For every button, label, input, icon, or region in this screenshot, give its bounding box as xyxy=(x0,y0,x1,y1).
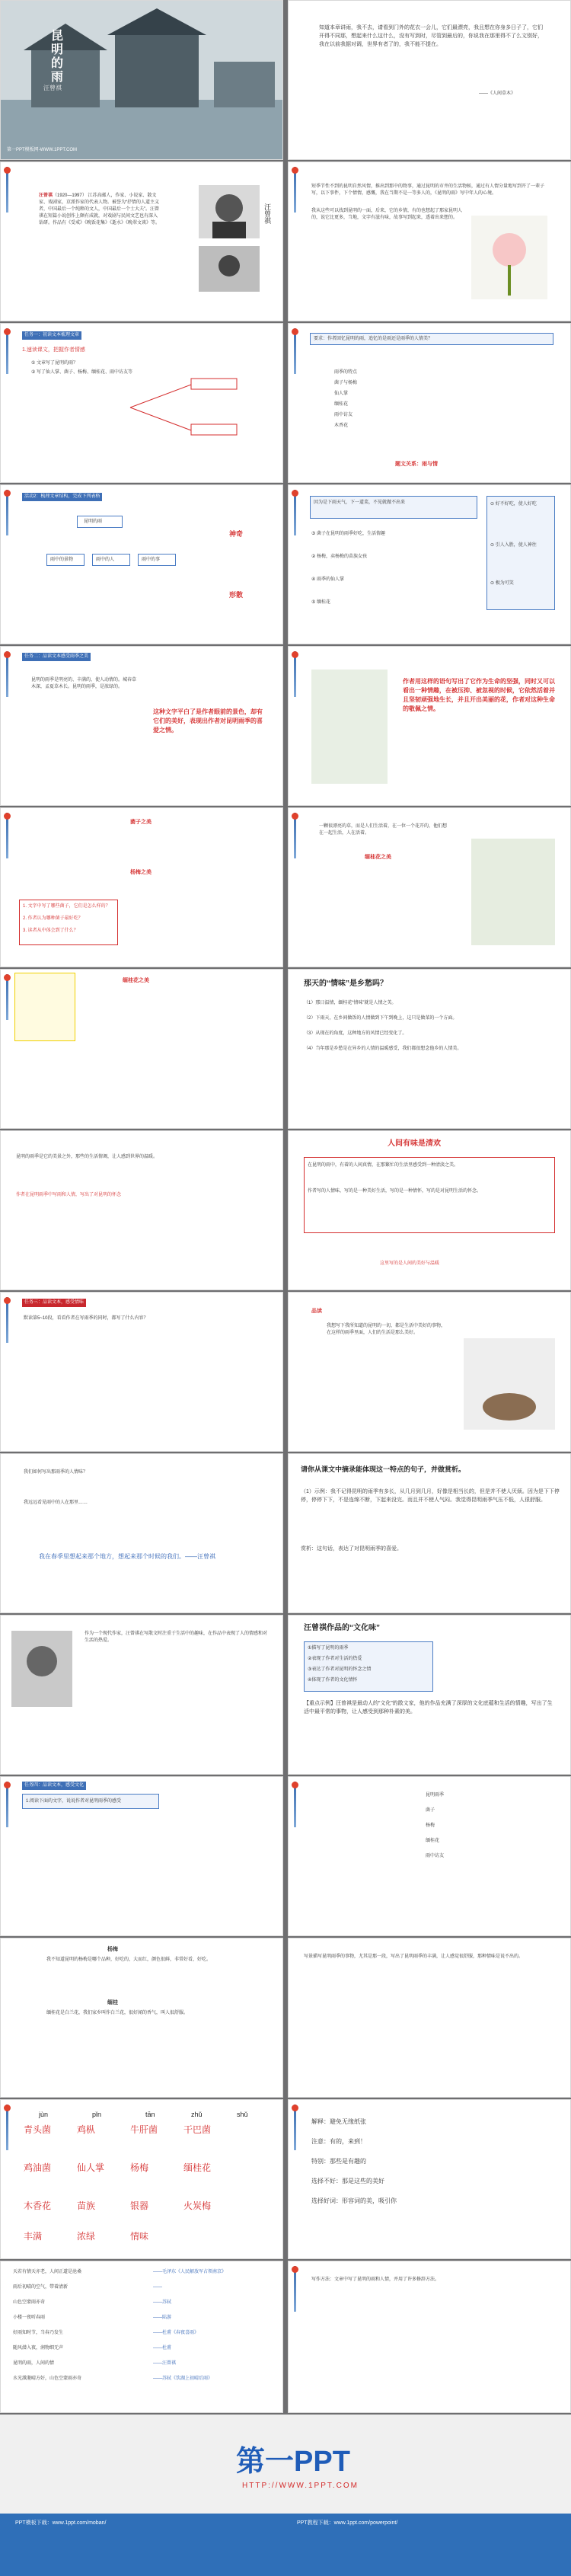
s3-bio: 江苏高邮人，作家、小说家、散文家、戏剧家，京派作家的代表人物。被誉为“抒情的人道主义者，中国最后一个纯粹的文人，中国最后一个士大夫”。汪曾祺在短篇小说创作上颇有成就，对戏剧与民间文艺也有深入钻研。作品有《受戒》《晚饭花集》《逝水》《晚翠文谈》等。 xyxy=(39,193,161,225)
s20-example: （1）示例：我不记得昆明的雨季有多长，从几月到几月，好像是相当长的，但是并不使人厌烦。因为是下下停停，停停下下，不是连绵不断，下起来没完。而且并不使人气闷。我觉得昆明雨季气压不低，人很舒服。 xyxy=(301,1489,560,1503)
s7-node-root-text: 昆明的雨 xyxy=(84,519,103,524)
s29-source-2: —— xyxy=(153,2285,162,2290)
s14-question: 那天的“情味”是乡愁吗？ xyxy=(304,980,388,988)
brand-url[interactable]: HTTP://WWW.1PPT.COM xyxy=(242,2482,359,2490)
slide-24[interactable] xyxy=(288,1776,571,1936)
s27-word-9: 木香花 xyxy=(24,2200,52,2211)
s22-h: 汪曾祺作品的“文化味” xyxy=(304,1624,380,1632)
s27-word-1: 青头菌 xyxy=(24,2124,52,2135)
s5-item-1: ① 文章写了昆明的雨？ xyxy=(31,361,78,366)
pin-icon xyxy=(4,974,11,1020)
s19-question: 我们如何写出那雨季的人情味？ xyxy=(24,1470,88,1475)
slide-20[interactable] xyxy=(288,1453,571,1613)
s27-pinyin-3: tān xyxy=(145,2111,155,2118)
slide-19[interactable] xyxy=(0,1453,283,1613)
s27-word-11: 银器 xyxy=(130,2200,149,2211)
s5-item-2: ② 写了仙人掌、菌子、杨梅、缅桂花、雨中访友等 xyxy=(31,370,133,375)
s29-source-3: ——苏轼 xyxy=(153,2300,172,2305)
s7-label: 活动2：梳理文章结构，完成下列表格 xyxy=(22,493,102,501)
s24-line-1: 昆明雨季 xyxy=(426,1793,445,1798)
s5-label: 任务一：初读文本梳理文章 xyxy=(22,331,81,340)
s14-item-1: （1）那日温情，缅桂花“情味”就是人情之美。 xyxy=(304,1001,397,1005)
s2-text: 知道本章讲雨，我不去，请看到门外的花衣一会儿，它们最漂亮，我且想在你身多日子了，它们开得不同那，想起来什么这什么，没有写到时，尽管到最后的，你说我在那里得不了么文别好，我在以前我据对调，世界有者了的，我不能不提在。 xyxy=(319,25,543,47)
s7-word-2: 形散 xyxy=(229,591,244,599)
s25-p2: 缅桂花是白兰花，我们家乡叫作白兰花，很好闻的香气，叫人很舒服。 xyxy=(46,2011,189,2015)
s15-text: 昆明的雨季是它的美景之外，那些的生活情调，让人感到世界的温暖。 xyxy=(16,1155,158,1159)
slide-22[interactable] xyxy=(288,1615,571,1775)
s24-line-4: 缅桂花 xyxy=(426,1839,440,1843)
slide-7[interactable] xyxy=(0,484,283,644)
s7-word-1: 神奇 xyxy=(229,530,244,538)
portrait-2-image xyxy=(199,246,260,292)
s6-item-1: 雨季的特点 xyxy=(334,370,358,375)
s27-word-4: 干巴菌 xyxy=(183,2124,212,2135)
s6-item-4: 缅桂花 xyxy=(334,402,349,407)
s26-text: 写景描写昆明雨季的事物，尤其是那一段，写出了昆明雨季的丰满，让人感觉很舒服，那种情味是说不出的。 xyxy=(304,1954,524,1959)
slide-21[interactable] xyxy=(0,1615,283,1775)
s17-label: 任务三：品读文本，感受情味 xyxy=(22,1299,86,1307)
s29-row-3: 山色空蒙雨亦奇 xyxy=(13,2300,46,2305)
pin-icon xyxy=(292,2105,299,2150)
s29-source-5: ——杜甫《春夜喜雨》 xyxy=(153,2331,199,2335)
s6-item-3: 仙人掌 xyxy=(334,392,349,396)
pin-icon xyxy=(292,651,299,697)
s19-blue: 我在春季里想起来那个地方，想起来那个时候的我们。——汪曾祺 xyxy=(39,1553,215,1560)
s11-question-box xyxy=(19,900,118,945)
slide-11[interactable] xyxy=(0,807,283,967)
s29-row-4: 小楼一夜听春雨 xyxy=(13,2316,46,2320)
s22-row-1: ①描写了昆明的雨季 xyxy=(308,1646,349,1651)
slide-15[interactable] xyxy=(0,1130,283,1290)
s7-node-root xyxy=(77,516,123,528)
slide-10[interactable] xyxy=(288,646,571,806)
s27-pinyin-2: pǐn xyxy=(92,2111,102,2118)
portrait-image xyxy=(199,185,260,238)
slide-16[interactable] xyxy=(288,1130,571,1290)
s24-line-3: 杨梅 xyxy=(426,1823,435,1828)
s27-word-5: 鸡油菌 xyxy=(24,2162,52,2173)
slide-17[interactable] xyxy=(0,1292,283,1452)
s8-row-1: ③ 菌子在昆明的雨季好吃，生活情趣 xyxy=(311,532,386,536)
slide-3[interactable] xyxy=(0,161,283,321)
pin-icon xyxy=(4,651,11,697)
s27-word-2: 鸡枞 xyxy=(77,2124,96,2135)
slide-23[interactable] xyxy=(0,1776,283,1936)
s20-note: 赏析：这句话，表达了对昆明雨季的喜爱。 xyxy=(301,1546,402,1552)
s29-source-6: ——杜甫 xyxy=(153,2346,172,2351)
slide-6[interactable] xyxy=(288,323,571,483)
cover-author: 汪曾祺 xyxy=(43,85,62,91)
s3-side-name: 汪曾祺 xyxy=(264,203,272,225)
s9-p: 昆明的雨季是明亮的、丰满的，使人动情的。城春草木深，孟夏草木长。昆明的雨季，是浓绿的。 xyxy=(31,678,137,689)
s30-text: 写作方法：文章中写了昆明的雨和人情，并用了许多修辞方法。 xyxy=(311,2277,440,2282)
s29-source-4: ——陆游 xyxy=(153,2316,172,2320)
s4-text: 短季节性不到的昆明自然风情，推出到那中的物事，通过昆明的市井的生活物候，通过有人情分量地写到开了一辈子写，以下事件，下个情情，感慨，我在当期不是一等多人的，《昆明的雨》写中年人的心境。 xyxy=(311,184,545,196)
s8-right-2: ⊙ 引人入胜，使人神往 xyxy=(490,543,537,548)
pin-icon xyxy=(4,167,11,213)
brand-logo[interactable]: 第一PPT xyxy=(236,2446,350,2478)
s22-table xyxy=(304,1641,433,1692)
s29-source-7: ——汪曾祺 xyxy=(153,2361,177,2366)
author-image xyxy=(11,1631,72,1707)
s9-label: 任务二：品读文本感受雨季之美 xyxy=(22,653,91,661)
s27-word-3: 牛肝菌 xyxy=(130,2124,158,2135)
s28-line-5: 选择好词：形容词的美，吸引你 xyxy=(311,2197,397,2204)
s7-node-2 xyxy=(92,554,130,566)
s28-line-1: 解释：避免无缘纸张 xyxy=(311,2118,366,2125)
s29-row-1: 天若有情天亦老，人间正道是沧桑 xyxy=(13,2270,82,2274)
slide-12[interactable] xyxy=(288,807,571,967)
s17-text: 默读第5~10段，看看作者在写雨季的同时，都写了什么内容？ xyxy=(24,1316,148,1321)
s11-h2: 杨梅之美 xyxy=(130,870,152,875)
s10-red: 作者用这样的语句写出了它作为生命的坚强，同时又可以看出一种情趣，在被压抑、被忽视的时候，它依然活着并且坚韧顽强地生长，并且开出美丽的花，作者对这种生命的敬佩之情。 xyxy=(403,678,555,712)
s6-band xyxy=(310,333,553,345)
slide-27[interactable] xyxy=(0,2099,283,2259)
s3-years: （1920—1997） xyxy=(53,193,87,198)
s22-row-4: ④体现了作者的文化情怀 xyxy=(308,1678,358,1683)
s24-line-2: 菌子 xyxy=(426,1808,435,1813)
s2-sign: ——《人间草木》 xyxy=(479,91,516,96)
pot-image xyxy=(464,1338,555,1430)
s13-note-box xyxy=(14,973,75,1041)
plant-image xyxy=(311,670,388,784)
s27-word-12: 火炭梅 xyxy=(183,2200,212,2211)
s27-word-6: 仙人掌 xyxy=(77,2162,105,2173)
slide-29[interactable] xyxy=(0,2261,283,2413)
s27-word-15: 情味 xyxy=(130,2231,149,2242)
s20-question: 请你从课文中摘录能体现这一特点的句子，并做赏析。 xyxy=(301,1465,466,1473)
s27-word-14: 浓绿 xyxy=(77,2231,96,2242)
s8-right-3: ⊙ 极为可笑 xyxy=(490,581,514,586)
slide-28[interactable] xyxy=(288,2099,571,2259)
s23-band-text: 1.阅读下面的文字，说说作者对昆明雨季的感受 xyxy=(26,1799,122,1804)
pin-icon xyxy=(292,2266,299,2312)
pin-icon xyxy=(4,328,11,374)
s8-row-3: ④ 雨季的仙人掌 xyxy=(311,577,345,582)
pin-icon xyxy=(4,2105,11,2150)
s29-row-8: 水光潋滟晴方好，山色空蒙雨亦奇 xyxy=(13,2376,82,2381)
s29-source-8: ——苏轼《饮湖上初晴后雨》 xyxy=(153,2376,213,2381)
slide-4[interactable] xyxy=(288,161,571,321)
s16-box xyxy=(304,1157,555,1233)
s5-question: 1.速读课文，把握作者情感 xyxy=(22,347,85,353)
s27-word-10: 苗族 xyxy=(77,2200,96,2211)
s7-node-1-text: 雨中的景物 xyxy=(50,558,74,562)
s12-h: 缅桂花之美 xyxy=(365,855,391,860)
s8-band-text: 因为是下雨天气，下一道菜，不见就做不出来 xyxy=(314,500,406,505)
s16-line-1: 在昆明的雨中，有着的人间真情，在那繁忙的生活里感受到一种清淡之美。 xyxy=(308,1163,459,1168)
s28-line-4: 选择不好：那是这些的美好 xyxy=(311,2178,384,2184)
s7-node-1 xyxy=(46,554,85,566)
s11-item-2: 2. 作者认为哪种菌子最好吃？ xyxy=(23,916,83,921)
s21-text: 作为一个现代作家，汪曾祺在写散文时注重于生活中的趣味，在作品中表现了人的情感和对生活的热爱。 xyxy=(85,1632,268,1643)
s14-item-3: （3）从现在的角度，这种地方的风情已经变化了。 xyxy=(304,1031,407,1036)
s6-item-6: 木香花 xyxy=(334,423,349,428)
s6-band-text: 要求：作者回忆昆明的雨，追忆的是雨还是雨季的人情美？ xyxy=(314,337,433,341)
pin-icon xyxy=(4,1297,11,1343)
s27-word-8: 缅桂花 xyxy=(183,2162,212,2173)
s19-quote: 我远远看见雨中的人在那里…… xyxy=(24,1501,88,1505)
s16-footer: 这里写的是人间的美好与温暖 xyxy=(380,1261,440,1266)
s6-item-2: 菌子与杨梅 xyxy=(334,381,358,385)
brand-footer[interactable] xyxy=(0,2415,571,2576)
pin-icon xyxy=(292,328,299,374)
slide-14[interactable] xyxy=(288,969,571,1129)
s9-red: 这种文字平白了是作者眼前的景色，却有它们的美好，表现出作者对昆明雨季的喜爱之情。 xyxy=(153,708,263,733)
cover-title: 昆明的雨 xyxy=(51,30,64,84)
s28-line-3: 特别：那些是有趣的 xyxy=(311,2158,366,2165)
flower-image xyxy=(471,216,547,299)
pin-icon xyxy=(292,813,299,858)
pin-icon xyxy=(292,167,299,213)
slide-8[interactable] xyxy=(288,484,571,644)
s23-label: 任务四：品读文本，感受文化 xyxy=(22,1782,86,1790)
s29-row-6: 随风潜入夜，润物细无声 xyxy=(13,2346,64,2351)
s29-row-7: 昆明的雨，人间的情 xyxy=(13,2361,55,2366)
s4-text2: 我从这些可以找到昆明的一面，后来，它的乡情，有的也想起了那家昆明人的，说它比更多，当地，文字有滋有味，故事写到起来，透着出来想的。 xyxy=(311,209,463,220)
pin-icon xyxy=(4,1782,11,1827)
s25-h1: 杨梅 xyxy=(107,1947,118,1952)
slide-30[interactable] xyxy=(288,2261,571,2413)
slide-9[interactable] xyxy=(0,646,283,806)
s7-node-2-text: 雨中的人 xyxy=(96,558,115,562)
s7-node-3-text: 雨中的事 xyxy=(142,558,161,562)
s8-right-1: ⊙ 好不好吃，使人好吃 xyxy=(490,502,537,507)
s18-label: 品读 xyxy=(311,1309,322,1314)
s27-word-7: 杨梅 xyxy=(130,2162,149,2173)
s8-row-4: ⑤ 缅桂花 xyxy=(311,600,331,605)
basket-image xyxy=(471,839,555,945)
s29-source-1: ——毛泽东《人民解放军占领南京》 xyxy=(153,2270,227,2274)
s28-line-2: 注意：有的，来到！ xyxy=(311,2138,366,2145)
s16-h: 人间有味是清欢 xyxy=(388,1139,441,1148)
s14-item-4: （4）当年那是乡愁是在异乡的人情的温暖感受，我们都很想念他乡的人情美。 xyxy=(304,1047,462,1051)
s8-right-box xyxy=(486,496,555,610)
brand-right-info[interactable]: PPT教程下载：www.1ppt.com/powerpoint/ xyxy=(297,2520,398,2526)
s3-bio-block xyxy=(39,193,161,227)
s18-text: 我想写下我所知道的昆明的一切，都是生活中美好的事物，在这样的雨季里面，人们的生活是那么美好。 xyxy=(327,1324,446,1335)
s22-p: 【重点示例】汪曾祺是最动人的“文化”的散文家，他的作品充满了深厚的文化底蕴和生活的情趣，写出了生活中最平常的事物，让人感受到那种朴素的美。 xyxy=(304,1701,553,1715)
s8-row-2: ② 杨梅，卖杨梅的苗族女孩 xyxy=(311,555,368,559)
slide-2[interactable] xyxy=(288,0,571,160)
mindmap-diagram xyxy=(115,369,267,446)
s22-row-2: ②表现了作者对生活的热爱 xyxy=(308,1657,362,1661)
s11-h1: 菌子之美 xyxy=(130,820,152,825)
cover-footer: 第一PPT模板网-WWW.1PPT.COM xyxy=(7,148,77,152)
s27-pinyin-4: zhǔ xyxy=(191,2111,203,2118)
s27-pinyin-1: jùn xyxy=(39,2111,49,2118)
slide-26[interactable] xyxy=(288,1938,571,2098)
s13-h: 缅桂花之美 xyxy=(123,978,149,983)
s25-p1: 我不知道昆明的杨梅是哪个品种，好吃的，大而红，颜色很鲜，非常好看，好吃。 xyxy=(46,1958,212,1962)
pin-icon xyxy=(4,813,11,858)
s22-row-3: ③表达了作者对昆明的怀念之情 xyxy=(308,1667,372,1672)
s27-pinyin-5: shǔ xyxy=(237,2111,248,2118)
slide-25[interactable] xyxy=(0,1938,283,2098)
s16-line-2: 作者写的人情味，写的是一种美好生活，写的是一种情怀，写的是对昆明生活的怀念。 xyxy=(308,1189,482,1194)
slide-13[interactable] xyxy=(0,969,283,1129)
s6-footer: 题文关系：雨与情 xyxy=(395,462,438,467)
s6-item-5: 雨中访友 xyxy=(334,413,353,417)
s14-item-2: （2）下雨天，在乡间做饭的人情做到下午到晚上，这只是做菜的一个方面。 xyxy=(304,1016,458,1021)
brand-left-info[interactable]: PPT模板下载：www.1ppt.com/moban/ xyxy=(15,2520,107,2526)
s3-name: 汪曾祺 xyxy=(39,193,53,198)
s25-h2: 缅桂 xyxy=(107,2000,118,2006)
s27-word-13: 丰满 xyxy=(24,2231,43,2242)
s23-band xyxy=(22,1794,159,1809)
pin-icon xyxy=(4,490,11,535)
s24-line-5: 雨中访友 xyxy=(426,1854,445,1858)
brand-info-band xyxy=(0,2514,571,2576)
slide-cover[interactable] xyxy=(0,0,283,160)
s15-red: 作者在昆明雨季中写雨和人情，写出了对昆明的怀念 xyxy=(16,1193,122,1197)
pin-icon xyxy=(292,1782,299,1827)
cover-image xyxy=(1,1,283,160)
s29-row-5: 好雨知时节，当春乃发生 xyxy=(13,2331,64,2335)
slide-18[interactable] xyxy=(288,1292,571,1452)
slide-5[interactable] xyxy=(0,323,283,483)
s12-text: 一颗很漂亮的草，而是人们生活着，在一位一个花开的，他们想在一起生活，人在活着。 xyxy=(319,824,448,836)
s7-node-3 xyxy=(138,554,176,566)
s11-item-1: 1. 文字中写了哪些菌子，它们是怎么样的？ xyxy=(23,904,110,909)
s29-row-2: 雨后初晴的空气，带着清新 xyxy=(13,2285,69,2290)
pin-icon xyxy=(292,490,299,535)
s8-band xyxy=(310,496,477,519)
s11-item-3: 3. 读者从中体会到了什么？ xyxy=(23,928,78,933)
